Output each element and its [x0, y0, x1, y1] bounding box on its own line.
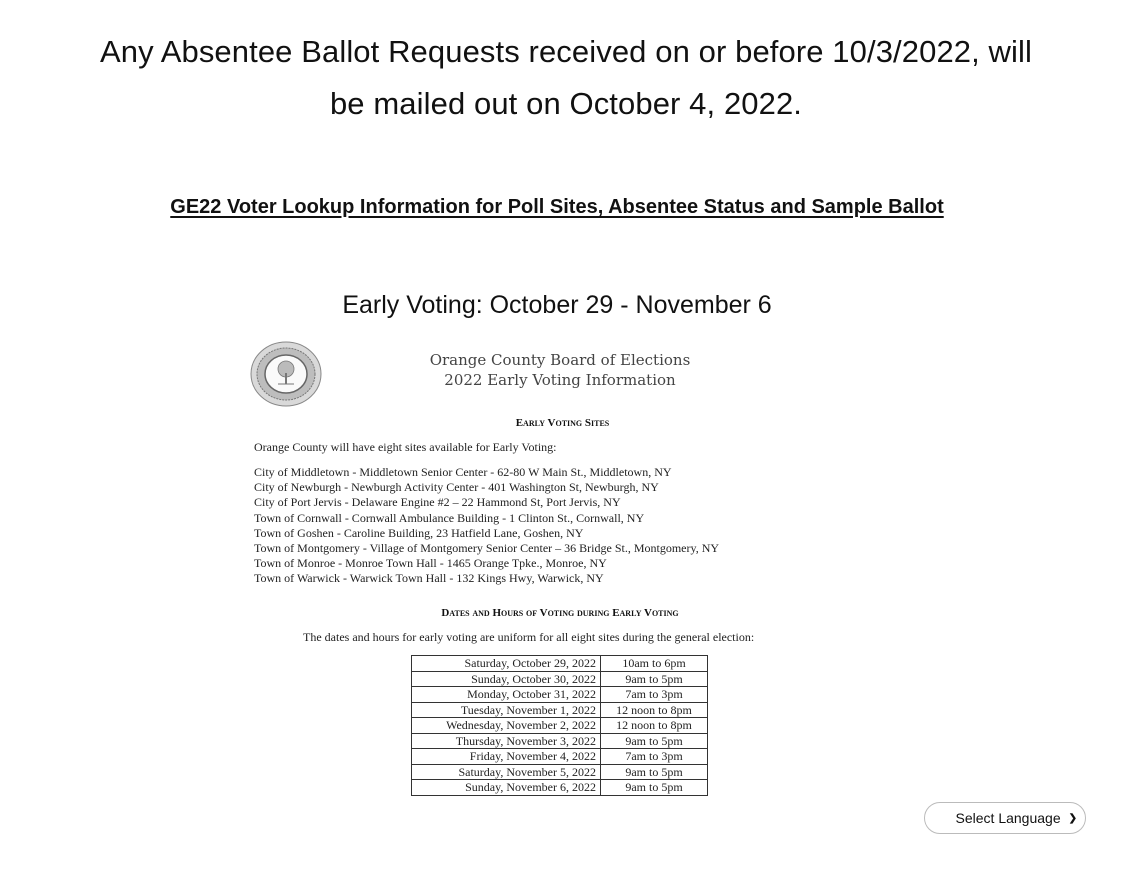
- site-list-item: Town of Cornwall - Cornwall Ambulance Building - 1 Clinton St., Cornwall, NY: [254, 510, 645, 525]
- site-list-item: Town of Warwick - Warwick Town Hall - 132 Kings Hwy, Warwick, NY: [254, 571, 604, 586]
- sites-intro: Orange County will have eight sites available for Early Voting:: [254, 440, 557, 454]
- time-cell: 9am to 5pm: [601, 671, 708, 687]
- headline-line-1: Any Absentee Ballot Requests received on or before 10/3/2022, will: [99, 34, 1032, 69]
- day-cell: Sunday, October 30, 2022: [412, 671, 601, 687]
- table-row: [412, 671, 708, 687]
- day-cell: Tuesday, November 1, 2022: [412, 702, 601, 718]
- voter-lookup-link[interactable]: GE22 Voter Lookup Information for Poll Sites, Absentee Status and Sample Ballot: [170, 196, 944, 218]
- time-cell: 9am to 5pm: [601, 733, 708, 749]
- time-cell: 9am to 5pm: [601, 764, 708, 780]
- day-cell: Saturday, November 5, 2022: [412, 764, 601, 780]
- language-select[interactable]: [924, 802, 1086, 834]
- time-cell: 7am to 3pm: [601, 749, 708, 765]
- early-voting-title: Early Voting: October 29 - November 6: [342, 291, 772, 319]
- time-cell: 7am to 3pm: [601, 687, 708, 703]
- sites-heading: Early Voting Sites: [515, 417, 610, 429]
- headline-line-2: be mailed out on October 4, 2022.: [329, 86, 803, 121]
- time-cell: 9am to 5pm: [601, 780, 708, 796]
- site-list: [254, 465, 719, 587]
- board-title-line-2: 2022 Early Voting Information: [444, 371, 676, 389]
- board-title-line-1: Orange County Board of Elections: [429, 351, 691, 369]
- day-cell: Thursday, November 3, 2022: [412, 733, 601, 749]
- chevron-down-icon: ❯: [1068, 812, 1077, 824]
- table-row: [412, 702, 708, 718]
- day-cell: Sunday, November 6, 2022: [412, 780, 601, 796]
- site-list-item: City of Newburgh - Newburgh Activity Center - 401 Washington St, Newburgh, NY: [254, 480, 659, 495]
- dates-heading: Dates and Hours of Voting during Early Voting: [441, 607, 679, 619]
- board-title: [400, 350, 720, 390]
- language-select-label: Select Language: [955, 810, 1061, 826]
- table-row: [412, 687, 708, 703]
- site-list-item: City of Middletown - Middletown Senior Center - 62-80 W Main St., Middletown, NY: [254, 465, 672, 479]
- table-row: [412, 733, 708, 749]
- county-seal-icon: [250, 341, 322, 407]
- time-cell: 12 noon to 8pm: [601, 702, 708, 718]
- site-list-item: Town of Montgomery - Village of Montgomery Senior Center – 36 Bridge St., Montgomery, NY: [254, 541, 720, 556]
- site-list-item: Town of Goshen - Caroline Building, 23 Hatfield Lane, Goshen, NY: [254, 525, 584, 540]
- table-row: [412, 656, 708, 672]
- site-list-item: City of Port Jervis - Delaware Engine #2 – 22 Hammond St, Port Jervis, NY: [254, 495, 621, 510]
- dates-intro: The dates and hours for early voting are uniform for all eight sites during the general election:: [303, 630, 755, 644]
- table-row: [412, 780, 708, 796]
- table-row: [412, 764, 708, 780]
- table-row: [412, 718, 708, 734]
- day-cell: Friday, November 4, 2022: [412, 749, 601, 765]
- day-cell: Wednesday, November 2, 2022: [412, 718, 601, 734]
- absentee-headline: [40, 26, 1092, 130]
- hours-table: [411, 655, 708, 796]
- time-cell: 10am to 6pm: [601, 656, 708, 672]
- time-cell: 12 noon to 8pm: [601, 718, 708, 734]
- table-row: [412, 749, 708, 765]
- day-cell: Monday, October 31, 2022: [412, 687, 601, 703]
- site-list-item: Town of Monroe - Monroe Town Hall - 1465 Orange Tpke., Monroe, NY: [254, 556, 607, 571]
- day-cell: Saturday, October 29, 2022: [412, 656, 601, 672]
